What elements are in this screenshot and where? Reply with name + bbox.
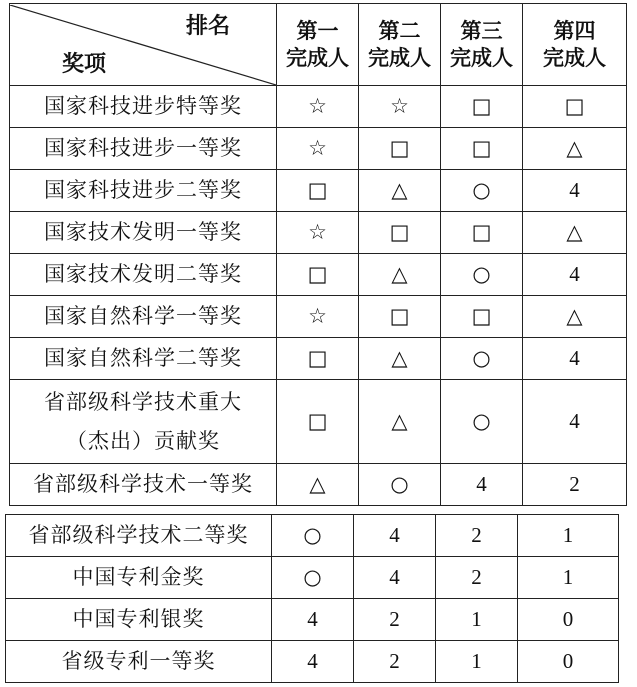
- rank-cell: 4: [272, 599, 354, 641]
- rank-cell: □: [359, 296, 441, 338]
- diagonal-divider: [10, 5, 276, 85]
- table-row: [10, 212, 627, 254]
- award-name-cell: 国家自然科学二等奖: [10, 338, 277, 380]
- rank-cell: 0: [518, 599, 619, 641]
- rank-cell: □: [441, 128, 523, 170]
- award-name-cell: 省部级科学技术二等奖: [6, 515, 272, 557]
- rank-cell: 1: [436, 641, 518, 683]
- col-header-4-line2: 完成人: [543, 44, 606, 70]
- rank-cell: □: [359, 128, 441, 170]
- rank-cell: 2: [436, 515, 518, 557]
- col-header-2: [359, 4, 441, 86]
- col-header-3-line1: 第三: [460, 18, 503, 44]
- rank-cell: 4: [441, 464, 523, 506]
- col-header-3-line2: 完成人: [450, 44, 513, 70]
- table-row: [10, 338, 627, 380]
- table-row: [6, 641, 619, 683]
- rank-cell: ○: [441, 254, 523, 296]
- rank-cell: 2: [354, 641, 436, 683]
- rank-cell: ☆: [277, 128, 359, 170]
- rank-cell: △: [277, 464, 359, 506]
- rank-cell: ○: [359, 464, 441, 506]
- rank-cell: □: [277, 170, 359, 212]
- award-name-line1: 省部级科学技术重大: [44, 389, 242, 414]
- corner-header-cell: [10, 4, 277, 86]
- col-header-4-line1: 第四: [553, 18, 596, 44]
- rank-cell: 4: [523, 170, 627, 212]
- award-name-cell: [10, 380, 277, 464]
- award-name-cell: 国家自然科学一等奖: [10, 296, 277, 338]
- award-name-cell: 国家科技进步一等奖: [10, 128, 277, 170]
- rank-cell: □: [277, 338, 359, 380]
- table-row: [10, 128, 627, 170]
- rank-cell: 4: [523, 254, 627, 296]
- award-name-cell: 中国专利金奖: [6, 557, 272, 599]
- col-header-1-line2: 完成人: [286, 44, 349, 70]
- rank-cell: 1: [436, 599, 518, 641]
- rank-cell: △: [359, 380, 441, 464]
- rank-cell: 4: [272, 641, 354, 683]
- table-row: [10, 296, 627, 338]
- table-row: [6, 599, 619, 641]
- rank-cell: ○: [441, 170, 523, 212]
- rank-cell: □: [523, 86, 627, 128]
- rank-cell: ☆: [277, 86, 359, 128]
- rank-cell: 1: [518, 557, 619, 599]
- col-header-1: [277, 4, 359, 86]
- award-name-cell: 国家科技进步二等奖: [10, 170, 277, 212]
- rank-cell: 4: [523, 380, 627, 464]
- rank-cell: ○: [272, 515, 354, 557]
- rank-cell: ○: [272, 557, 354, 599]
- rank-cell: 2: [354, 599, 436, 641]
- col-header-1-line1: 第一: [296, 18, 339, 44]
- rank-cell: 1: [518, 515, 619, 557]
- rank-cell: □: [441, 86, 523, 128]
- rank-cell: 4: [354, 515, 436, 557]
- rank-cell: ○: [441, 338, 523, 380]
- award-ranking-table-part1: [9, 3, 627, 506]
- rank-cell: 4: [354, 557, 436, 599]
- rank-cell: 4: [523, 338, 627, 380]
- rank-cell: ○: [441, 380, 523, 464]
- award-ranking-table-part2: [5, 514, 619, 683]
- award-name-cell: 中国专利银奖: [6, 599, 272, 641]
- col-header-3: [441, 4, 523, 86]
- award-name-line2: （杰出）贡献奖: [66, 428, 220, 453]
- rank-cell: 2: [523, 464, 627, 506]
- rank-cell: □: [359, 212, 441, 254]
- award-header-label: 奖项: [62, 51, 107, 77]
- rank-cell: △: [523, 128, 627, 170]
- award-name-cell: 省级专利一等奖: [6, 641, 272, 683]
- rank-cell: □: [277, 254, 359, 296]
- rank-cell: △: [359, 254, 441, 296]
- col-header-4: [523, 4, 627, 86]
- rank-cell: △: [523, 296, 627, 338]
- header-row: [10, 4, 627, 86]
- rank-cell: 0: [518, 641, 619, 683]
- rank-cell: △: [359, 338, 441, 380]
- table-row: [10, 254, 627, 296]
- table-row: [10, 170, 627, 212]
- rank-cell: △: [523, 212, 627, 254]
- rank-cell: △: [359, 170, 441, 212]
- rank-cell: □: [441, 212, 523, 254]
- award-name-cell: 国家技术发明一等奖: [10, 212, 277, 254]
- award-name-cell: 省部级科学技术一等奖: [10, 464, 277, 506]
- rank-cell: ☆: [277, 212, 359, 254]
- award-name-cell: 国家科技进步特等奖: [10, 86, 277, 128]
- rank-cell: 2: [436, 557, 518, 599]
- award-name-cell: 国家技术发明二等奖: [10, 254, 277, 296]
- rank-cell: ☆: [359, 86, 441, 128]
- table-row: [6, 557, 619, 599]
- table-row: [10, 464, 627, 506]
- rank-header-label: 排名: [185, 12, 230, 39]
- col-header-2-line1: 第二: [378, 18, 421, 44]
- table-row: [6, 515, 619, 557]
- rank-cell: ☆: [277, 296, 359, 338]
- col-header-2-line2: 完成人: [368, 44, 431, 70]
- table-row: [10, 86, 627, 128]
- table-row: [10, 380, 627, 464]
- rank-cell: □: [277, 380, 359, 464]
- rank-cell: □: [441, 296, 523, 338]
